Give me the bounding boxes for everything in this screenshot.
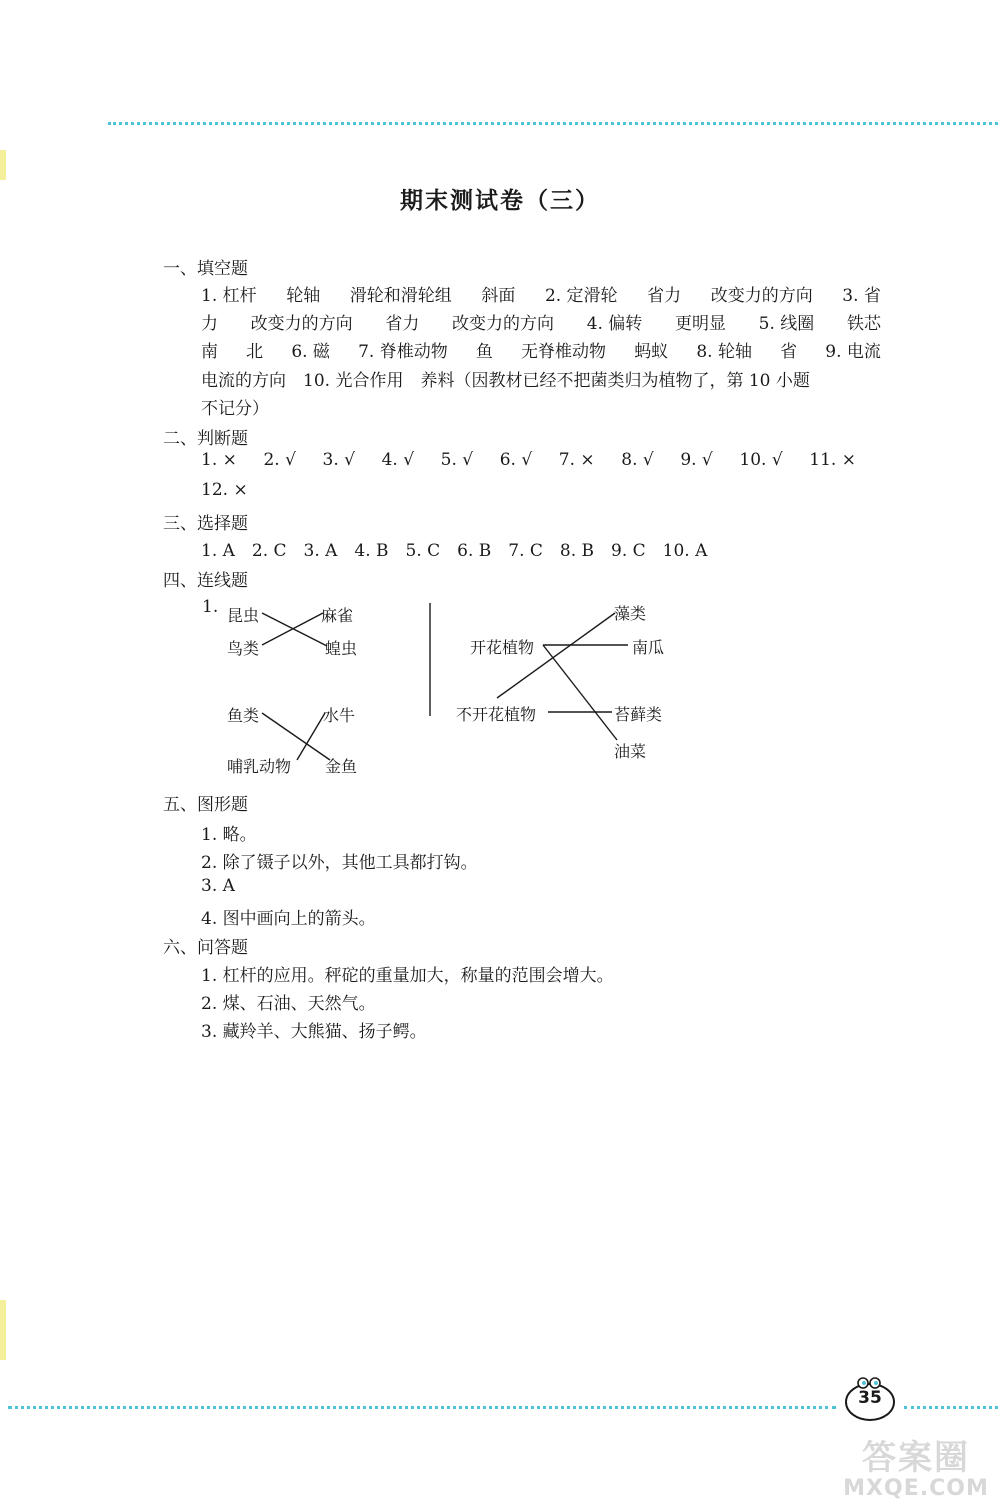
answer-text: 6. √ [499, 450, 533, 470]
answer-text: 9. 电流 [825, 342, 881, 362]
figure-answer-1: 1. 略。 [201, 825, 257, 845]
answer-text: 3. 省 [842, 286, 881, 306]
watermark-url: MXQE.COM [843, 1476, 989, 1501]
page-number: 35 [858, 1388, 882, 1408]
answer-text: 1. × [201, 450, 237, 470]
answer-text: 蚂蚁 [634, 342, 669, 362]
section-heading-judge: 二、判断题 [163, 429, 248, 449]
section-heading-qa: 六、问答题 [163, 938, 248, 958]
match-label: 鸟类 [227, 639, 260, 658]
answer-text: 省力 [647, 286, 682, 306]
answer-text: 北 [246, 342, 264, 362]
figure-answer-3: 3. A [201, 876, 235, 896]
answer-text: 9. √ [680, 450, 713, 470]
watermark-text: 答案圈 [862, 1438, 970, 1478]
answer-text: 斜面 [481, 286, 516, 306]
match-label: 南瓜 [632, 638, 665, 657]
match-label: 开花植物 [470, 638, 535, 657]
match-label: 苔藓类 [614, 705, 663, 724]
bottom-dotted-divider [904, 1406, 998, 1409]
answer-text: 轮轴 [286, 286, 321, 306]
bottom-dotted-divider [8, 1406, 836, 1409]
section-heading-matching: 四、连线题 [163, 571, 248, 591]
answer-text: 无脊椎动物 [521, 342, 607, 362]
connector-line [262, 713, 330, 760]
fill-answers-line-5: 不记分） [201, 399, 269, 419]
match-label: 藻类 [614, 604, 647, 623]
match-label: 不开花植物 [456, 705, 537, 724]
match-label: 麻雀 [321, 606, 354, 625]
section-heading-choice: 三、选择题 [163, 514, 248, 534]
answer-text: 4. √ [381, 450, 415, 470]
answer-text: 更明显 [674, 314, 726, 334]
match-label: 蝗虫 [325, 639, 358, 658]
answer-text: 省 [780, 342, 798, 362]
answer-text: 力 [201, 314, 218, 334]
match-label: 水牛 [323, 706, 356, 725]
answer-text: 省力 [385, 314, 420, 334]
figure-answer-4: 4. 图中画向上的箭头。 [201, 909, 376, 929]
choice-answers-line: 1. A 2. C 3. A 4. B 5. C 6. B 7. C 8. B 9. C 10. A [201, 541, 708, 561]
answer-text: 铁芯 [846, 314, 881, 334]
answer-text: 11. × [809, 450, 856, 470]
answer-text: 改变力的方向 [710, 286, 813, 306]
qa-answer-3: 3. 藏羚羊、大熊猫、扬子鳄。 [201, 1022, 427, 1042]
answer-text: 5. √ [440, 450, 474, 470]
answer-text: 8. √ [621, 450, 654, 470]
connector-line [262, 613, 327, 646]
answer-text: 10. √ [739, 450, 783, 470]
section-heading-fill: 一、填空题 [163, 259, 248, 279]
answer-text: 5. 线圈 [758, 314, 815, 334]
page-edge-mark [0, 1300, 6, 1360]
matching-item-number: 1. [202, 597, 219, 617]
judge-answers-line-2: 12. × [201, 480, 248, 500]
answer-text: 6. 磁 [291, 342, 330, 362]
answer-text: 鱼 [475, 342, 493, 362]
section-heading-figure: 五、图形题 [163, 795, 248, 815]
answer-text: 4. 偏转 [586, 314, 643, 334]
figure-answer-2: 2. 除了镊子以外，其他工具都打钩。 [201, 853, 478, 873]
answer-text: 滑轮和滑轮组 [349, 286, 452, 306]
qa-answer-2: 2. 煤、石油、天然气。 [201, 994, 376, 1014]
answer-text: 改变力的方向 [452, 314, 555, 334]
answer-text: 7. 脊椎动物 [358, 342, 448, 362]
answer-text: 3. √ [322, 450, 355, 470]
match-label: 鱼类 [227, 706, 260, 725]
match-label: 金鱼 [325, 757, 358, 776]
answer-text: 1. 杠杆 [201, 286, 257, 306]
connector-line [543, 645, 617, 740]
answer-text: 改变力的方向 [250, 314, 353, 334]
match-label: 油菜 [614, 742, 647, 761]
answer-text: 7. × [558, 450, 595, 470]
qa-answer-1: 1. 杠杆的应用。秤砣的重量加大，称量的范围会增大。 [201, 966, 614, 986]
answer-text: 南 [201, 342, 218, 362]
match-label: 哺乳动物 [227, 757, 292, 776]
page-title: 期末测试卷（三） [400, 188, 600, 214]
match-label: 昆虫 [227, 606, 260, 625]
answer-text: 8. 轮轴 [696, 342, 752, 362]
answer-text: 2. √ [263, 450, 296, 470]
answer-text: 2. 定滑轮 [544, 286, 618, 306]
fill-answers-line-4: 电流的方向 10. 光合作用 养料（因教材已经不把菌类归为植物了，第 10 小题 [201, 371, 810, 391]
